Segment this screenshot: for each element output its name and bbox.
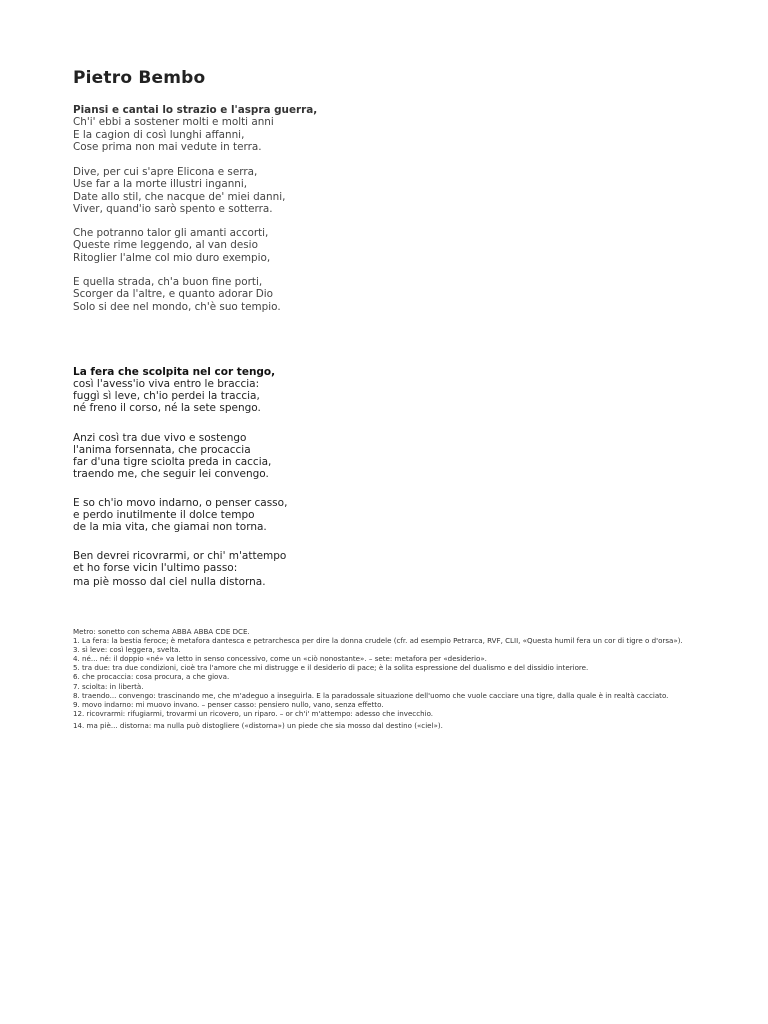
verse-line: e perdo inutilmente il dolce tempo — [73, 509, 255, 522]
verse-line: Scorger da l'altre, e quanto adorar Dio — [73, 288, 274, 301]
verse-line: de la mia vita, che giamai non torna. — [73, 521, 267, 534]
verse-line: Ch'i' ebbi a sostener molti e molti anni — [73, 116, 274, 129]
note-meter: Metro: sonetto con schema ABBA ABBA CDE DCE. — [73, 627, 250, 636]
verse-line: Ritoglier l'alme col mio duro exempio, — [73, 251, 271, 264]
note: 4. né... né: il doppio «né» va letto in senso concessivo, come un «ciò nonostante». – sete: metafora per «desiderio». — [73, 654, 487, 664]
note: 12. ricovrarmi: rifugiarmi, trovarmi un ricovero, un riparo. – or ch'i' m'attempo: adesso che invecchio. — [73, 708, 434, 718]
verse-line: fuggì sì leve, ch'io perdei la traccia, — [73, 390, 260, 403]
poem1-first-line: Piansi e cantai lo strazio e l'aspra guerra, — [73, 104, 318, 116]
verse-line: Che potranno talor gli amanti accorti, — [73, 227, 269, 239]
poem2-stanza-1 — [73, 366, 275, 414]
verse-line: far d'una tigre sciolta preda in caccia, — [73, 456, 272, 469]
note: 3. sì leve: così leggera, svelta. — [73, 645, 181, 655]
verse-line: né freno il corso, né la sete spengo. — [73, 402, 261, 415]
verse-line: Cose prima non mai vedute in terra. — [73, 141, 262, 154]
verse-line: Viver, quand'io sarò spento e sotterra. — [73, 203, 273, 216]
page-title: Pietro Bembo — [73, 68, 206, 88]
poem2-first-line: La fera che scolpita nel cor tengo, — [73, 366, 276, 378]
verse-line: l'anima forsennata, che procaccia — [73, 444, 251, 457]
verse-line: E so ch'io movo indarno, o penser casso, — [73, 497, 288, 509]
verse-line: ma piè mosso dal ciel nulla distorna. — [73, 576, 266, 589]
verse-line: così l'avess'io viva entro le braccia: — [73, 378, 260, 391]
verse-line: Use far a la morte illustri inganni, — [73, 178, 248, 191]
verse-line: Dive, per cui s'apre Elicona e serra, — [73, 166, 258, 178]
note: 8. traendo... convengo: trascinando me, che m'adeguo a inseguirla. E la paradossale situazione dell'uomo che vuole cacciare una tigre, dalla quale è in realtà cacciato. — [73, 690, 669, 700]
note: 9. movo indarno: mi muovo invano. – penser casso: pensiero nullo, vano, senza effetto. — [73, 699, 384, 709]
poem1-stanza-2 — [73, 166, 285, 216]
verse-line: Solo si dee nel mondo, ch'è suo tempio. — [73, 300, 281, 313]
verse-line: E la cagion di così lunghi affanni, — [73, 128, 245, 141]
verse-line: Date allo stil, che nacque de' miei danni, — [73, 190, 286, 203]
notes-section — [73, 627, 703, 730]
note: 1. La fera: la bestia feroce; è metafora dantesca e petrarchesca per dire la donna crudele (cfr. ad esempio Petrarca, RVF, CLII, «Questa humil fera un cor di tigre o d'orsa»). — [73, 636, 683, 646]
poem2-stanza-4 — [73, 550, 286, 588]
note: 5. tra due: tra due condizioni, cioè tra l'amore che mi distrugge e il desiderio di pace; è la solita espressione del dualismo e del dissidio interiore. — [73, 663, 589, 673]
verse-line: traendo me, che seguir lei convengo. — [73, 468, 269, 481]
verse-line: Queste rime leggendo, al van desio — [73, 239, 258, 252]
verse-line: Anzi così tra due vivo e sostengo — [73, 432, 247, 444]
note: 7. sciolta: in libertà. — [73, 681, 144, 691]
poem1-stanza-1 — [73, 104, 317, 154]
poem1-stanza-4 — [73, 276, 281, 313]
verse-line: Ben devrei ricovrarmi, or chi' m'attempo — [73, 550, 287, 562]
poem2-stanza-3 — [73, 497, 287, 533]
note: 14. ma piè... distorna: ma nulla può distogliere («distorna») un piede che sia mosso dal destino («ciel»). — [73, 720, 443, 730]
note: 6. che procaccia: cosa procura, a che giova. — [73, 672, 230, 682]
poem1-stanza-3 — [73, 227, 270, 264]
poem2-stanza-2 — [73, 432, 271, 480]
verse-line: E quella strada, ch'a buon fine porti, — [73, 276, 263, 288]
verse-line: et ho forse vicin l'ultimo passo: — [73, 562, 238, 575]
